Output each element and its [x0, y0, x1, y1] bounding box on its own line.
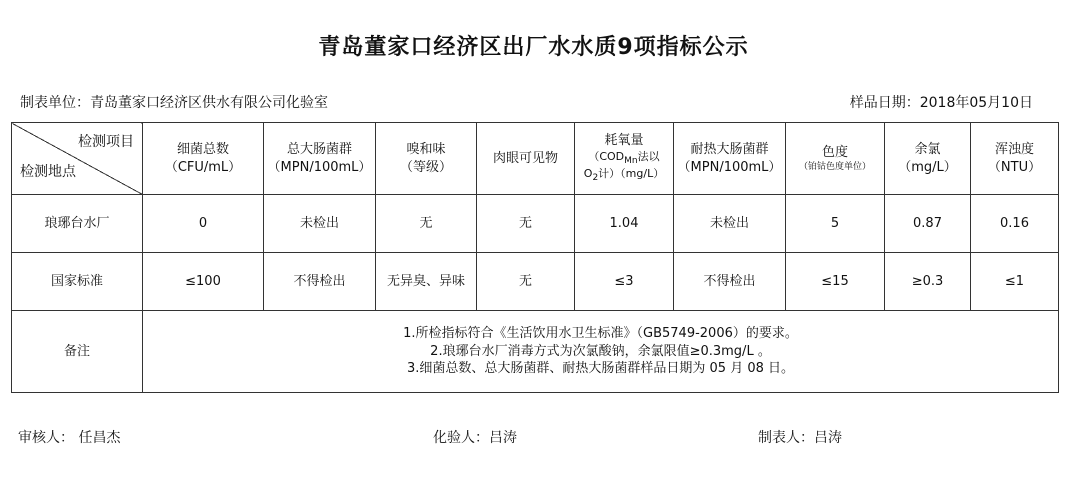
table-cell: 未检出: [264, 195, 376, 253]
header-turbidity: 浑浊度 （NTU）: [971, 123, 1059, 195]
table-cell: ≤1: [971, 253, 1059, 311]
table-cell: 0: [143, 195, 264, 253]
corner-label-items: 检测项目: [78, 134, 134, 150]
header-color: 色度 （铂钴色度单位）: [786, 123, 885, 195]
notes-label: 备注: [12, 311, 143, 393]
notes-row: [12, 311, 1059, 393]
table-header-row: [12, 123, 1059, 195]
table-cell: ≤15: [786, 253, 885, 311]
table-cell: 不得检出: [674, 253, 786, 311]
table-row: [12, 253, 1059, 311]
table-cell: 0.16: [971, 195, 1059, 253]
header-oxygen-consumption: 耗氧量 （$COD_{Mn}$法以 $O_2$计）（mg/L）: [575, 123, 674, 195]
header-total-coliform: 总大肠菌群 （MPN/100mL）: [264, 123, 376, 195]
table-cell: 无: [477, 253, 575, 311]
water-quality-table: [11, 122, 1059, 393]
header-thermotolerant-coliform: 耐热大肠菌群 （MPN/100mL）: [674, 123, 786, 195]
header-odor-taste: 嗅和味 （等级）: [376, 123, 477, 195]
row-label: 国家标准: [12, 253, 143, 311]
notes-content: [143, 311, 1059, 393]
table-cell: 不得检出: [264, 253, 376, 311]
table-cell: 0.87: [885, 195, 971, 253]
table-cell: 无: [477, 195, 575, 253]
table-cell: 5: [786, 195, 885, 253]
table-row: [12, 195, 1059, 253]
header-visible-matter: 肉眼可见物: [477, 123, 575, 195]
header-residual-chlorine: 余氯 （mg/L）: [885, 123, 971, 195]
note-line: 3.细菌总数、总大肠菌群、耐热大肠菌群样品日期为 05 月 08 日。: [406, 361, 795, 377]
table-cell: 1.04: [575, 195, 674, 253]
header-bacteria: 细菌总数 （CFU/mL）: [143, 123, 264, 195]
row-label: 琅琊台水厂: [12, 195, 143, 253]
reviewer-signature: 审核人： 任昌杰: [18, 430, 121, 446]
sample-date: 样品日期：2018年05月10日: [849, 95, 1033, 111]
note-line: 1.所检指标符合《生活饮用水卫生标准》（GB5749-2006）的要求。: [403, 326, 798, 342]
table-cell: 无: [376, 195, 477, 253]
table-cell: ≤3: [575, 253, 674, 311]
table-cell: 无异臭、异味: [376, 253, 477, 311]
table-cell: ≥0.3: [885, 253, 971, 311]
table-cell: ≤100: [143, 253, 264, 311]
tester-signature: 化验人：吕涛: [433, 430, 517, 446]
corner-header-cell: [12, 123, 143, 195]
note-line: 2.琅琊台水厂消毒方式为次氯酸钠，余氯限值≥0.3mg/L 。: [430, 343, 771, 359]
prepared-by-unit: 制表单位：青岛董家口经济区供水有限公司化验室: [20, 95, 328, 111]
corner-label-location: 检测地点: [20, 164, 76, 181]
table-cell: 未检出: [674, 195, 786, 253]
page-title: 青岛董家口经济区出厂水水质9项指标公示: [318, 35, 749, 60]
preparer-signature: 制表人：吕涛: [758, 430, 842, 446]
